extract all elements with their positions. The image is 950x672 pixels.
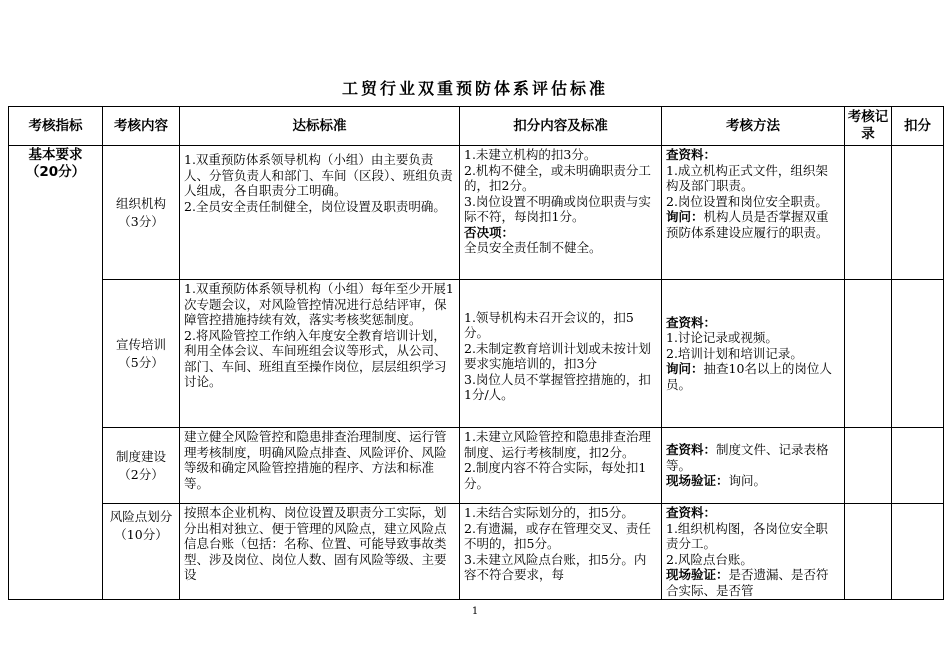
deduct-text: 1.未结合实际划分的，扣5分。 bbox=[464, 505, 634, 520]
points-cell bbox=[892, 280, 944, 428]
deduct-text: 2.未制定教育培训计划或未按计划要求实施培训的，扣3分 bbox=[464, 340, 651, 371]
indicator-cell bbox=[9, 146, 103, 600]
content-score: （10分） bbox=[114, 527, 168, 542]
method-text: 1.成立机构正式文件，组织架构及部门职责。 bbox=[666, 162, 828, 193]
table-row bbox=[9, 504, 944, 600]
deduct-text: 2.机构不健全，或未明确职责分工的，扣2分。 bbox=[464, 162, 651, 193]
method-text: 询问。 bbox=[728, 473, 767, 489]
standard-cell bbox=[180, 146, 460, 280]
deduct-text: 1.未建立机构的扣3分。 bbox=[464, 147, 597, 162]
check-label: 查资料： bbox=[666, 147, 717, 162]
site-label: 现场验证： bbox=[666, 567, 729, 582]
deduct-cell bbox=[460, 504, 662, 600]
indicator-score: （20分） bbox=[25, 164, 86, 180]
standard-text: 1.双重预防体系领导机构（小组）由主要负责人、分管负责人和部门、车间（区段）、班组负责人组成，各自职责分工明确。 bbox=[184, 152, 453, 198]
content-cell bbox=[103, 146, 180, 280]
deduct-text: 2.有遗漏，或存在管理交叉、责任不明的，扣5分。 bbox=[464, 520, 651, 551]
table-row bbox=[9, 428, 944, 504]
veto-text: 全员安全责任制不健全。 bbox=[464, 240, 602, 255]
content-name: 风险点划分 bbox=[109, 509, 173, 524]
content-name: 宣传培训 bbox=[115, 336, 166, 352]
deduct-cell bbox=[460, 280, 662, 428]
standard-cell bbox=[180, 428, 460, 504]
method-text: 是否遗漏、是否符合实际、是否管 bbox=[666, 567, 829, 598]
page-number: 1 bbox=[471, 606, 479, 617]
method-text: 1.组织机构图，各岗位安全职责分工。 bbox=[666, 520, 828, 551]
standard-text: 2.全员安全责任制健全，岗位设置及职责明确。 bbox=[184, 198, 446, 214]
method-text: 制度文件、记录表格等。 bbox=[666, 442, 829, 473]
points-cell bbox=[892, 146, 944, 280]
deduct-text: 1.未建立风险管控和隐患排查治理制度、运行考核制度，扣2分。 bbox=[464, 429, 651, 460]
content-score: （2分） bbox=[118, 466, 164, 482]
standard-text: 按照本企业机构、岗位设置及职责分工实际，划分出相对独立、便于管理的风险点，建立风险点信息台账（包括：名称、位置、可能导致事故类型、涉及岗位、岗位人数、固有风险等级、主要设 bbox=[184, 505, 447, 582]
content-score: （5分） bbox=[118, 354, 164, 370]
header-deduct-points: 扣分 bbox=[892, 107, 944, 146]
deduct-cell bbox=[460, 146, 662, 280]
site-label: 现场验证： bbox=[666, 473, 729, 489]
content-name: 组织机构 bbox=[115, 195, 166, 211]
assessment-table bbox=[8, 106, 944, 600]
content-cell bbox=[103, 504, 180, 600]
header-deduction: 扣分内容及标准 bbox=[460, 107, 662, 146]
record-cell bbox=[845, 280, 892, 428]
record-cell bbox=[845, 428, 892, 504]
record-cell bbox=[845, 146, 892, 280]
method-text: 抽查10名以上的岗位人员。 bbox=[666, 361, 832, 392]
table-row bbox=[9, 146, 944, 280]
check-label: 查资料： bbox=[666, 505, 717, 520]
table-row bbox=[9, 280, 944, 428]
record-cell bbox=[845, 504, 892, 600]
inquiry-label: 询问： bbox=[666, 209, 704, 224]
standard-cell bbox=[180, 280, 460, 428]
points-cell bbox=[892, 504, 944, 600]
deduct-text: 3.岗位设置不明确或岗位职责与实际不符，每岗扣1分。 bbox=[464, 193, 651, 224]
header-record: 考核记录 bbox=[845, 107, 892, 146]
veto-label: 否决项： bbox=[464, 224, 515, 240]
standard-text: 1.双重预防体系领导机构（小组）每年至少开展1次专题会议，对风险管控情况进行总结评审，保障管控措施持续有效，落实考核奖惩制度。 bbox=[184, 281, 454, 327]
method-text: 机构人员是否掌握双重预防体系建设应履行的职责。 bbox=[666, 209, 829, 240]
indicator-name: 基本要求 bbox=[28, 147, 83, 163]
document-title: 工贸行业双重预防体系评估标准 bbox=[341, 79, 608, 98]
deduct-cell bbox=[460, 428, 662, 504]
standard-text: 建立健全风险管控和隐患排查治理制度、运行管理考核制度，明确风险点排查、风险评价、风险等级和确定风险管控措施的程序、方法和标准等。 bbox=[184, 429, 447, 491]
method-text: 2.岗位设置和岗位安全职责。 bbox=[666, 193, 828, 209]
header-content: 考核内容 bbox=[103, 107, 180, 146]
deduct-text: 3.岗位人员不掌握管控措施的，扣1分/人。 bbox=[464, 371, 651, 402]
method-text: 1.讨论记录或视频。 bbox=[666, 330, 778, 346]
check-label: 查资料： bbox=[666, 314, 717, 330]
deduct-text: 1.领导机构未召开会议的，扣5分。 bbox=[464, 309, 634, 340]
check-label: 查资料： bbox=[666, 442, 717, 458]
method-cell bbox=[662, 504, 845, 600]
method-cell bbox=[662, 280, 845, 428]
header-method: 考核方法 bbox=[662, 107, 845, 146]
points-cell bbox=[892, 428, 944, 504]
inquiry-label: 询问： bbox=[666, 361, 704, 377]
method-text: 2.培训计划和培训记录。 bbox=[666, 345, 803, 361]
method-cell bbox=[662, 428, 845, 504]
header-standard: 达标标准 bbox=[180, 107, 460, 146]
standard-text: 2.将风险管控工作纳入年度安全教育培训计划，利用全体会议、车间班组会议等形式，从公司、部门、车间、班组直至操作岗位，层层组织学习讨论。 bbox=[184, 327, 447, 389]
deduct-text: 2.制度内容不符合实际，每处扣1分。 bbox=[464, 460, 647, 491]
table-header-row bbox=[9, 107, 944, 146]
method-cell bbox=[662, 146, 845, 280]
standard-cell bbox=[180, 504, 460, 600]
deduct-text: 3.未建立风险点台账，扣5分。内容不符合要求，每 bbox=[464, 551, 647, 582]
method-text: 2.风险点台账。 bbox=[666, 551, 753, 567]
content-cell bbox=[103, 280, 180, 428]
content-score: （3分） bbox=[118, 213, 164, 229]
content-cell bbox=[103, 428, 180, 504]
header-indicator: 考核指标 bbox=[9, 107, 103, 146]
content-name: 制度建设 bbox=[115, 448, 166, 464]
